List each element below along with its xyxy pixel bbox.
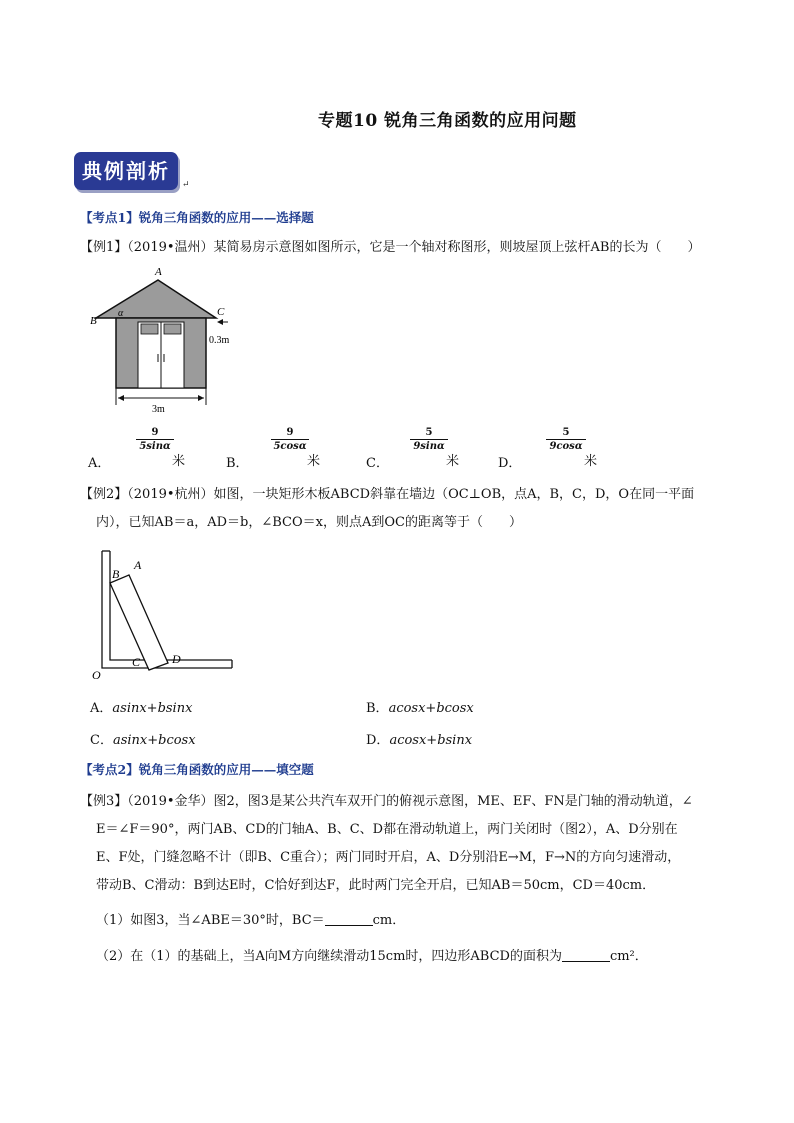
label-C: C	[217, 306, 225, 318]
answer-blank-1[interactable]	[325, 911, 373, 926]
option-b-unit: 米	[307, 454, 321, 469]
paragraph-mark: ↵	[182, 180, 190, 190]
example-3-line-2: E＝∠F＝90°，两门AB、CD的门轴A、B、C、D都在滑动轨道上，两门关闭时（图2），A、D分别在	[96, 822, 678, 837]
label-B: B	[112, 567, 120, 581]
option-b-fraction: $\frac{9}{5\cos\alpha}$	[271, 427, 309, 452]
option-a-letter: A．	[88, 456, 111, 471]
kaodian-1-heading: 【考点1】锐角三角函数的应用——选择题	[80, 210, 314, 225]
option-c: C．asinx+bcosx	[90, 733, 196, 748]
example-3-line-3: E、F处，门缝忽略不计（即B、C重合）；两门同时开启，A、D分别沿E→M，F→N的方向匀速滑动，	[96, 850, 681, 865]
option-a-fraction: $\frac{9}{5\sin\alpha}$	[136, 427, 174, 452]
wall-board-figure	[86, 545, 246, 685]
option-b: B．acosx+bcosx	[366, 701, 474, 716]
option-d-fraction: $\frac{5}{9\cos\alpha}$	[546, 427, 586, 452]
option-a: A．asinx+bsinx	[90, 701, 193, 716]
section-badge	[74, 152, 178, 190]
label-A: A	[134, 558, 142, 572]
example-2-line-1: 【例2】（2019•杭州）如图，一块矩形木板ABCD斜靠在墙边（OC⊥OB，点A，B，C，D，O在同一平面	[80, 487, 695, 502]
label-alpha: α	[118, 308, 124, 319]
option-b-letter: B．	[226, 456, 249, 471]
left-window	[141, 324, 158, 334]
label-A: A	[155, 266, 162, 278]
option-c-fraction: $\frac{5}{9\sin\alpha}$	[410, 427, 448, 452]
example-3-line-1: 【例3】（2019•金华）图2，图3是某公共汽车双开门的俯视示意图，ME、EF、FN是门轴的滑动轨道，∠	[80, 794, 693, 809]
label-B: B	[90, 315, 97, 327]
option-d-letter: D．	[498, 456, 522, 471]
badge-label: 典例剖析	[82, 159, 170, 183]
example-3-question-1: （1）如图3，当∠ABE＝30°时，BC＝ cm．	[96, 913, 406, 928]
roof-triangle	[96, 280, 216, 318]
option-a-unit: 米	[172, 454, 186, 469]
kaodian-2-heading: 【考点2】锐角三角函数的应用——填空题	[80, 762, 314, 777]
example-1-text: 【例1】（2019•温州）某简易房示意图如图所示，它是一个轴对称图形，则坡屋顶上弦杆AB的长为（ ）	[80, 240, 701, 255]
example-3-question-2: （2）在（1）的基础上，当A向M方向继续滑动15cm时，四边形ABCD的面积为 cm²．	[96, 949, 648, 964]
example-2-line-2: 内），已知AB＝a，AD＝b，∠BCO＝x，则点A到OC的距离等于（ ）	[96, 515, 522, 530]
label-C: C	[132, 655, 141, 669]
label-gap: 0.3m	[209, 335, 230, 346]
option-d-unit: 米	[584, 454, 598, 469]
option-c-letter: C．	[366, 456, 389, 471]
option-d: D．acosx+bsinx	[366, 733, 473, 748]
house-figure	[84, 260, 254, 415]
option-c-unit: 米	[446, 454, 460, 469]
answer-blank-2[interactable]	[562, 947, 610, 962]
label-O: O	[92, 668, 101, 682]
label-D: D	[172, 652, 181, 666]
label-width: 3m	[152, 404, 165, 415]
page-title: 专题10 锐角三角函数的应用问题	[318, 111, 577, 131]
example-3-line-4: 带动B、C滑动：B到达E时，C恰好到达F，此时两门完全开启，已知AB＝50cm，CD＝40cm．	[96, 878, 656, 893]
right-window	[164, 324, 181, 334]
